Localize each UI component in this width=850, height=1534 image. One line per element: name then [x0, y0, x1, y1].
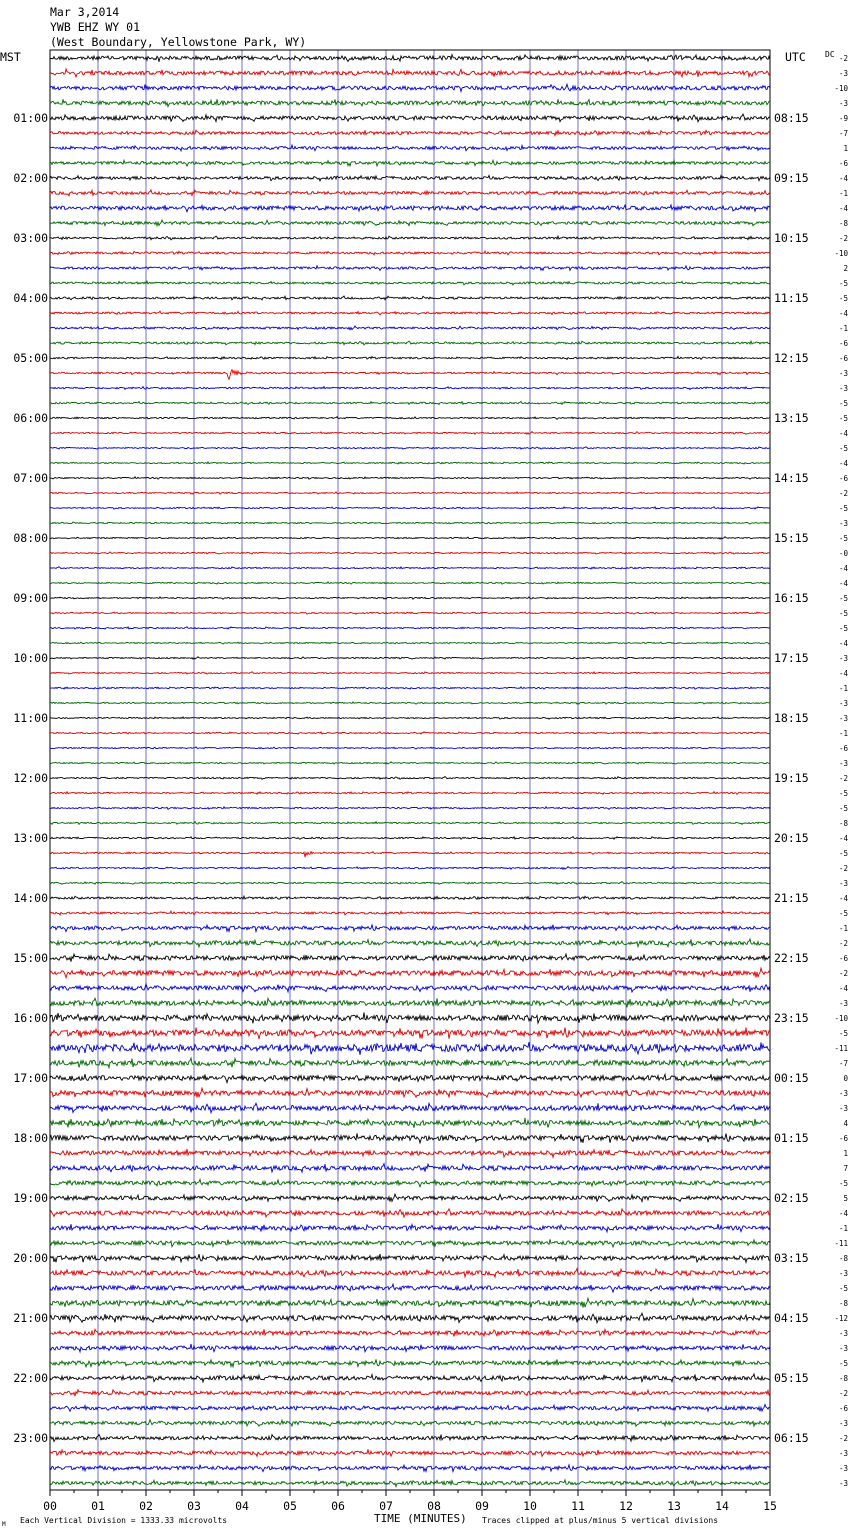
seismic-trace — [50, 1194, 770, 1202]
seismic-trace — [50, 1390, 770, 1396]
dc-offset-label: -3 — [838, 1449, 848, 1458]
dc-offset-label: -1 — [838, 684, 848, 693]
dc-offset-label: -3 — [838, 1419, 848, 1428]
x-tick-label: 05 — [283, 1499, 297, 1513]
dc-offset-label: -5 — [838, 294, 848, 303]
mst-hour-label: 04:00 — [13, 291, 48, 305]
seismic-trace — [50, 160, 770, 166]
dc-offset-label: -4 — [838, 639, 848, 648]
seismic-trace — [50, 567, 770, 569]
seismic-trace — [50, 462, 770, 464]
seismic-trace — [50, 1042, 770, 1055]
seismic-trace — [50, 597, 770, 599]
utc-hour-label: 06:15 — [774, 1431, 809, 1445]
seismic-trace — [50, 1284, 770, 1292]
seismic-trace — [50, 69, 770, 77]
seismic-trace — [50, 1449, 770, 1456]
x-tick-label: 14 — [715, 1499, 729, 1513]
seismic-trace — [50, 984, 770, 992]
dc-offset-label: -5 — [838, 444, 848, 453]
dc-offset-label: 1 — [843, 1149, 848, 1158]
dc-offset-label: -1 — [838, 324, 848, 333]
header-date: Mar 3,2014 — [50, 5, 120, 19]
seismic-trace — [50, 1254, 770, 1262]
dc-offset-label: -5 — [838, 789, 848, 798]
dc-offset-label: -3 — [838, 1104, 848, 1113]
seismic-trace — [50, 251, 770, 255]
seismic-trace — [50, 387, 770, 390]
dc-offset-label: -4 — [838, 429, 848, 438]
dc-offset-label: -10 — [834, 84, 848, 93]
header-location: (West Boundary, Yellowstone Park, WY) — [50, 35, 307, 49]
seismic-trace — [50, 220, 770, 226]
seismic-trace — [50, 672, 770, 674]
seismic-trace — [50, 867, 770, 870]
dc-offset-label: -3 — [838, 714, 848, 723]
mst-hour-label: 20:00 — [13, 1251, 48, 1265]
dc-offset-label: -4 — [838, 459, 848, 468]
seismic-trace — [50, 492, 770, 494]
utc-hour-label: 12:15 — [774, 351, 809, 365]
x-axis-title: TIME (MINUTES) — [374, 1512, 467, 1525]
mst-hour-label: 21:00 — [13, 1311, 48, 1325]
dc-offset-label: -3 — [838, 1089, 848, 1098]
dc-offset-label: -3 — [838, 699, 848, 708]
dc-offset-label: -8 — [838, 819, 848, 828]
mst-hour-label: 23:00 — [13, 1431, 48, 1445]
dc-offset-label: 0 — [843, 1074, 848, 1083]
mst-hour-label: 14:00 — [13, 891, 48, 905]
utc-hour-label: 03:15 — [774, 1251, 809, 1265]
seismic-trace — [50, 1374, 770, 1382]
seismic-trace — [50, 176, 770, 181]
dc-offset-label: -5 — [838, 909, 848, 918]
seismic-trace — [50, 537, 770, 539]
seismic-trace — [50, 266, 770, 271]
seismic-trace — [50, 236, 770, 240]
seismic-trace — [50, 281, 770, 285]
dc-offset-label: -6 — [838, 744, 848, 753]
seismic-trace — [50, 326, 770, 330]
seismic-trace — [50, 417, 770, 420]
seismic-trace — [50, 939, 770, 947]
dc-offset-label: -0 — [838, 549, 848, 558]
dc-offset-label: -4 — [838, 564, 848, 573]
seismic-trace — [50, 747, 770, 749]
utc-hour-label: 14:15 — [774, 471, 809, 485]
seismic-trace — [50, 311, 770, 315]
x-tick-label: 10 — [523, 1499, 537, 1513]
dc-offset-label: -5 — [838, 1029, 848, 1038]
seismic-trace — [50, 401, 770, 404]
utc-hour-label: 16:15 — [774, 591, 809, 605]
mst-hour-label: 17:00 — [13, 1071, 48, 1085]
trace-group — [50, 55, 770, 1487]
dc-offset-label: 1 — [843, 144, 848, 153]
utc-hour-label: 00:15 — [774, 1071, 809, 1085]
utc-hour-label: 22:15 — [774, 951, 809, 965]
dc-offset-label: 5 — [843, 1194, 848, 1203]
x-tick-label: 02 — [139, 1499, 153, 1513]
utc-hour-label: 05:15 — [774, 1371, 809, 1385]
utc-hour-label: 21:15 — [774, 891, 809, 905]
x-tick-label: 00 — [43, 1499, 57, 1513]
mst-hour-label: 22:00 — [13, 1371, 48, 1385]
mst-hour-label: 07:00 — [13, 471, 48, 485]
seismic-trace — [50, 1012, 770, 1023]
dc-offset-label: -3 — [838, 1464, 848, 1473]
dc-offset-label: -4 — [838, 834, 848, 843]
dc-offset-label: -1 — [838, 189, 848, 198]
utc-hour-label: 18:15 — [774, 711, 809, 725]
dc-offset-label: -6 — [838, 1134, 848, 1143]
x-tick-label: 09 — [475, 1499, 489, 1513]
mst-hour-label: 15:00 — [13, 951, 48, 965]
dc-offset-label: -3 — [838, 519, 848, 528]
seismic-trace — [50, 477, 770, 479]
mst-hour-label: 06:00 — [13, 411, 48, 425]
seismic-trace — [50, 1435, 770, 1442]
utc-hour-label: 02:15 — [774, 1191, 809, 1205]
seismic-trace — [50, 822, 770, 825]
dc-offset-label: -2 — [838, 1389, 848, 1398]
seismic-trace — [50, 1058, 770, 1068]
dc-offset-label: -4 — [838, 174, 848, 183]
dc-offset-label: -4 — [838, 669, 848, 678]
clip-note: Traces clipped at plus/minus 5 vertical divisions — [482, 1516, 719, 1525]
x-tick-label: 11 — [571, 1499, 585, 1513]
seismic-trace — [50, 1209, 770, 1217]
seismic-trace — [50, 1164, 770, 1173]
dc-offset-label: -6 — [838, 1404, 848, 1413]
seismic-trace — [50, 687, 770, 689]
seismic-trace — [50, 145, 770, 151]
seismic-trace — [50, 968, 770, 978]
dc-offset-label: -3 — [838, 384, 848, 393]
seismic-trace — [50, 1465, 770, 1472]
dc-offset-label: -5 — [838, 1284, 848, 1293]
x-tick-label: 01 — [91, 1499, 105, 1513]
mst-hour-label: 19:00 — [13, 1191, 48, 1205]
seismic-trace — [50, 1224, 770, 1232]
dc-offset-label: -5 — [838, 414, 848, 423]
seismic-trace — [50, 1344, 770, 1352]
dc-offset-label: -3 — [838, 1344, 848, 1353]
mst-hour-label: 08:00 — [13, 531, 48, 545]
seismic-trace — [50, 954, 770, 962]
dc-offset-label: -3 — [838, 369, 848, 378]
dc-offset-label: -1 — [838, 729, 848, 738]
dc-offset-label: -5 — [838, 624, 848, 633]
seismic-trace — [50, 522, 770, 524]
seismic-trace — [50, 432, 770, 435]
dc-offset-label: -5 — [838, 594, 848, 603]
dc-offset-label: -5 — [838, 279, 848, 288]
seismic-trace — [50, 762, 770, 764]
dc-offset-label: -2 — [838, 489, 848, 498]
dc-offset-label: -2 — [838, 1434, 848, 1443]
seismic-trace — [50, 1133, 770, 1143]
seismic-trace — [50, 792, 770, 795]
seismic-trace — [50, 837, 770, 840]
dc-offset-label: -7 — [838, 129, 848, 138]
x-tick-label: 04 — [235, 1499, 249, 1513]
utc-hour-label: 19:15 — [774, 771, 809, 785]
dc-offset-label: -3 — [838, 1479, 848, 1488]
dc-offset-label: -3 — [838, 99, 848, 108]
x-axis-ticks — [43, 1490, 777, 1513]
utc-hour-label: 10:15 — [774, 231, 809, 245]
seismic-trace — [50, 852, 770, 858]
utc-hour-label: 09:15 — [774, 171, 809, 185]
dc-offset-label: -2 — [838, 969, 848, 978]
seismic-trace — [50, 732, 770, 734]
mst-hour-label: 03:00 — [13, 231, 48, 245]
dc-offset-label: -5 — [838, 1359, 848, 1368]
seismic-trace — [50, 370, 770, 380]
seismic-trace — [50, 1149, 770, 1157]
mst-hour-label: 18:00 — [13, 1131, 48, 1145]
utc-hour-label: 15:15 — [774, 531, 809, 545]
seismic-trace — [50, 582, 770, 584]
seismic-trace — [50, 1313, 770, 1323]
dc-offset-label: -6 — [838, 474, 848, 483]
mst-hour-label: 01:00 — [13, 111, 48, 125]
header-station: YWB EHZ WY 01 — [50, 20, 141, 34]
seismic-trace — [50, 190, 770, 196]
seismic-trace — [50, 1405, 770, 1412]
dc-offset-label: -5 — [838, 609, 848, 618]
seismic-trace — [50, 552, 770, 554]
seismic-trace — [50, 911, 770, 915]
dc-offset-label: -2 — [838, 939, 848, 948]
mst-hour-label: 12:00 — [13, 771, 48, 785]
dc-offset-label: 2 — [843, 264, 848, 273]
seismic-trace — [50, 1074, 770, 1083]
dc-offset-label: -9 — [838, 114, 848, 123]
seismic-trace — [50, 1269, 770, 1278]
dc-offset-label: 4 — [843, 1119, 848, 1128]
seismic-trace — [50, 341, 770, 345]
x-tick-label: 07 — [379, 1499, 393, 1513]
utc-hour-label: 04:15 — [774, 1311, 809, 1325]
seismic-trace — [50, 1480, 770, 1487]
mst-hour-label: 11:00 — [13, 711, 48, 725]
dc-offset-label: -6 — [838, 339, 848, 348]
seismic-trace — [50, 447, 770, 449]
mst-hour-label: 09:00 — [13, 591, 48, 605]
dc-offset-label: -2 — [838, 234, 848, 243]
dc-offset-label: -4 — [838, 894, 848, 903]
dc-offset-label: -4 — [838, 579, 848, 588]
utc-hour-label: 11:15 — [774, 291, 809, 305]
dc-offset-label: -3 — [838, 759, 848, 768]
dc-offset-label: -3 — [838, 1269, 848, 1278]
seismic-trace — [50, 205, 770, 212]
seismic-trace — [50, 1179, 770, 1186]
seismic-trace — [50, 1359, 770, 1367]
left-axis-label: MST — [0, 50, 21, 64]
dc-offset-label: -1 — [838, 1224, 848, 1233]
dc-offset-label: -2 — [838, 774, 848, 783]
mst-hour-label: 02:00 — [13, 171, 48, 185]
dc-offset-label: -2 — [838, 54, 848, 63]
dc-offset-label: -5 — [838, 849, 848, 858]
seismic-trace — [50, 1088, 770, 1097]
dc-offset-label: -8 — [838, 1254, 848, 1263]
dc-offset-label: -6 — [838, 159, 848, 168]
seismic-trace — [50, 1239, 770, 1247]
seismic-trace — [50, 702, 770, 704]
dc-offset-label: -3 — [838, 69, 848, 78]
utc-hour-label: 20:15 — [774, 831, 809, 845]
dc-offset-label: -5 — [838, 504, 848, 513]
seismic-trace — [50, 84, 770, 91]
dc-offset-label: -7 — [838, 1059, 848, 1068]
seismic-trace — [50, 130, 770, 135]
dc-offset-label: -8 — [838, 219, 848, 228]
seismic-trace — [50, 114, 770, 122]
seismic-trace — [50, 1298, 770, 1307]
seismic-trace — [50, 356, 770, 359]
utc-hour-label: 01:15 — [774, 1131, 809, 1145]
seismic-trace — [50, 296, 770, 300]
dc-offset-label: -4 — [838, 984, 848, 993]
x-tick-label: 03 — [187, 1499, 201, 1513]
seismic-trace — [50, 882, 770, 885]
dc-offset-label: -10 — [834, 1014, 848, 1023]
x-tick-label: 12 — [619, 1499, 633, 1513]
dc-offset-label: -5 — [838, 399, 848, 408]
seismic-trace — [50, 642, 770, 644]
mst-hour-label: 13:00 — [13, 831, 48, 845]
right-axis-label: UTC — [785, 50, 806, 64]
dc-offset-label: -3 — [838, 654, 848, 663]
dc-offset-label: -2 — [838, 864, 848, 873]
dc-offset-label: -4 — [838, 204, 848, 213]
seismic-trace — [50, 627, 770, 629]
seismic-trace — [50, 507, 770, 509]
dc-offset-label: -6 — [838, 954, 848, 963]
utc-hour-label: 13:15 — [774, 411, 809, 425]
seismic-trace — [50, 1420, 770, 1427]
x-tick-label: 06 — [331, 1499, 345, 1513]
dc-offset-label: -3 — [838, 1329, 848, 1338]
dc-offset-label: -6 — [838, 354, 848, 363]
dc-offset-label: -4 — [838, 1209, 848, 1218]
seismic-trace — [50, 807, 770, 810]
dc-offset-label: -8 — [838, 1374, 848, 1383]
x-tick-label: 13 — [667, 1499, 681, 1513]
dc-offset-label: 7 — [843, 1164, 848, 1173]
seismic-trace — [50, 1329, 770, 1336]
dc-offset-label: -11 — [834, 1239, 848, 1248]
dc-label: DC — [825, 50, 835, 59]
mst-hour-label: 10:00 — [13, 651, 48, 665]
seismic-trace — [50, 1028, 770, 1039]
seismic-trace — [50, 896, 770, 900]
seismic-trace — [50, 55, 770, 62]
seismic-trace — [50, 1103, 770, 1113]
seismic-trace — [50, 612, 770, 614]
x-tick-label: 08 — [427, 1499, 441, 1513]
seismic-trace — [50, 657, 770, 659]
dc-offset-label: -12 — [834, 1314, 848, 1323]
seismic-trace — [50, 99, 770, 106]
dc-offset-label: -10 — [834, 249, 848, 258]
mst-hour-label: 16:00 — [13, 1011, 48, 1025]
vertical-division-note: Each Vertical Division = 1333.33 microvolts — [20, 1516, 228, 1525]
dc-offset-label: -5 — [838, 534, 848, 543]
dc-offset-label: -8 — [838, 1299, 848, 1308]
dc-offset-label: -5 — [838, 1179, 848, 1188]
utc-hour-label: 08:15 — [774, 111, 809, 125]
dc-offset-label: -4 — [838, 309, 848, 318]
x-tick-label: 15 — [763, 1499, 777, 1513]
dc-offset-label: -3 — [838, 999, 848, 1008]
utc-hour-label: 17:15 — [774, 651, 809, 665]
dc-offset-label: -11 — [834, 1044, 848, 1053]
utc-hour-label: 23:15 — [774, 1011, 809, 1025]
seismic-trace — [50, 1118, 770, 1128]
dc-offset-label: -1 — [838, 924, 848, 933]
corner-mark: M — [2, 1521, 6, 1528]
seismic-trace — [50, 998, 770, 1007]
dc-offset-label: -3 — [838, 879, 848, 888]
mst-hour-label: 05:00 — [13, 351, 48, 365]
seismic-trace — [50, 925, 770, 932]
seismic-trace — [50, 717, 770, 719]
seismic-trace — [50, 777, 770, 780]
dc-offset-label: -5 — [838, 804, 848, 813]
